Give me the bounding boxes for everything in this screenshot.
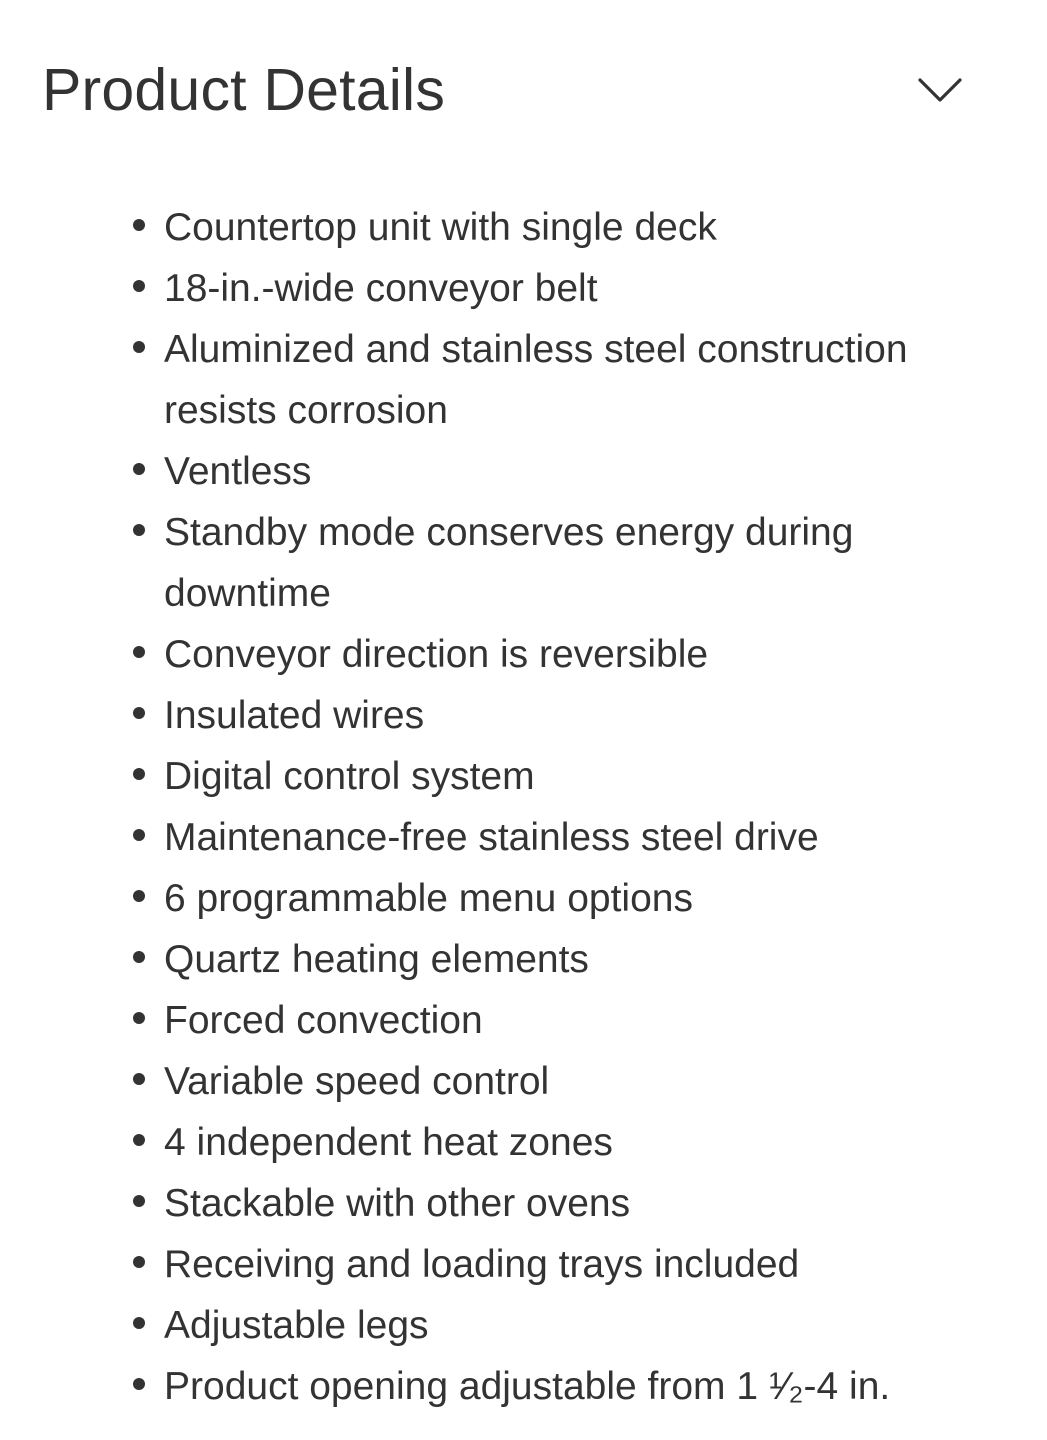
list-item bbox=[0, 868, 1047, 929]
list-item-text: 6 programmable menu options bbox=[164, 877, 693, 920]
list-item bbox=[0, 319, 1047, 441]
list-item-text: 18-in.-wide conveyor belt bbox=[164, 267, 598, 310]
bullet-icon bbox=[133, 707, 145, 719]
section-title: Product Details bbox=[42, 57, 446, 123]
list-item bbox=[0, 685, 1047, 746]
product-details-list bbox=[0, 197, 1047, 1417]
bullet-icon bbox=[133, 524, 145, 536]
bullet-icon bbox=[133, 1073, 145, 1085]
bullet-icon bbox=[133, 1378, 145, 1390]
product-details-header[interactable] bbox=[0, 0, 1047, 180]
list-item-text: Quartz heating elements bbox=[164, 938, 589, 981]
bullet-icon bbox=[133, 280, 145, 292]
list-item-text: Countertop unit with single deck bbox=[164, 206, 717, 249]
list-item bbox=[0, 1295, 1047, 1356]
list-item-text: 4 independent heat zones bbox=[164, 1121, 613, 1164]
list-item bbox=[0, 746, 1047, 807]
list-item-text: Variable speed control bbox=[164, 1060, 550, 1103]
bullet-icon bbox=[133, 1317, 145, 1329]
list-item bbox=[0, 1051, 1047, 1112]
list-item bbox=[0, 197, 1047, 258]
list-item-text: Ventless bbox=[164, 450, 312, 493]
list-item-text: Receiving and loading trays included bbox=[164, 1243, 800, 1286]
collapse-toggle-button[interactable] bbox=[908, 62, 972, 118]
list-item bbox=[0, 1173, 1047, 1234]
list-item-text: Digital control system bbox=[164, 755, 535, 798]
list-item-text: Stackable with other ovens bbox=[164, 1182, 631, 1225]
bullet-icon bbox=[133, 1256, 145, 1268]
bullet-icon bbox=[133, 768, 145, 780]
bullet-icon bbox=[133, 463, 145, 475]
bullet-icon bbox=[133, 341, 145, 353]
list-item bbox=[0, 502, 1047, 624]
bullet-icon bbox=[133, 646, 145, 658]
chevron-down-icon bbox=[917, 76, 963, 104]
list-item bbox=[0, 258, 1047, 319]
list-item-text: Standby mode conserves energy during downtime bbox=[164, 511, 854, 615]
list-item-text: Conveyor direction is reversible bbox=[164, 633, 709, 676]
list-item-text: Maintenance-free stainless steel drive bbox=[164, 816, 819, 859]
list-item-text: Insulated wires bbox=[164, 694, 425, 737]
bullet-icon bbox=[133, 951, 145, 963]
bullet-icon bbox=[133, 829, 145, 841]
bullet-icon bbox=[133, 1134, 145, 1146]
bullet-icon bbox=[133, 1012, 145, 1024]
bullet-icon bbox=[133, 1195, 145, 1207]
bullet-icon bbox=[133, 890, 145, 902]
list-item-text: Aluminized and stainless steel construction resists corrosion bbox=[164, 328, 908, 432]
list-item bbox=[0, 929, 1047, 990]
list-item bbox=[0, 1234, 1047, 1295]
list-item-text: Product opening adjustable from 1 ¹⁄₂-4 in. bbox=[164, 1365, 891, 1408]
list-item-text: Forced convection bbox=[164, 999, 483, 1042]
list-item bbox=[0, 807, 1047, 868]
list-item bbox=[0, 624, 1047, 685]
bullet-icon bbox=[133, 219, 145, 231]
list-item bbox=[0, 441, 1047, 502]
list-item bbox=[0, 1112, 1047, 1173]
list-item bbox=[0, 990, 1047, 1051]
list-item bbox=[0, 1356, 1047, 1417]
list-item-text: Adjustable legs bbox=[164, 1304, 429, 1347]
